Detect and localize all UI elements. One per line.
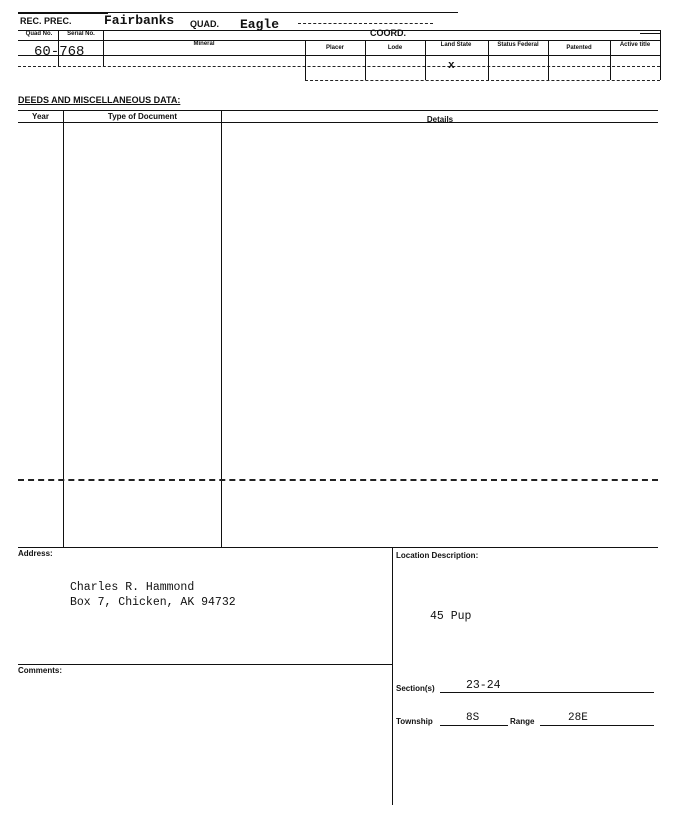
comments-label: Comments: <box>18 666 63 675</box>
lode-label: Lode <box>387 45 403 51</box>
serial-no-label: Serial No. <box>67 31 95 37</box>
quad-no-value: 60-768 <box>34 44 85 60</box>
patented-label: Patented <box>566 45 592 51</box>
address-label: Address: <box>18 549 53 558</box>
rec-prec-label: REC. PREC. <box>20 16 72 26</box>
range-label: Range <box>510 717 535 726</box>
section-label: Section(s) <box>396 684 435 693</box>
township-label: Township <box>396 717 433 726</box>
deeds-section-title: DEEDS AND MISCELLANEOUS DATA: <box>18 95 181 105</box>
deeds-dashed-divider <box>18 479 658 481</box>
header-sub-dashed <box>305 80 660 81</box>
col-details-label: Details <box>426 115 454 124</box>
col-type-label: Type of Document <box>107 112 178 121</box>
coord-label: COORD. <box>370 28 406 38</box>
quad-no-label: Quad No. <box>25 31 53 37</box>
header-bottom-dashed <box>18 66 660 67</box>
range-value: 28E <box>568 712 588 724</box>
active-title-label: Active title <box>619 42 651 48</box>
status-federal-label: Status Federal <box>497 42 539 48</box>
col-year-label: Year <box>32 112 49 121</box>
land-state-mark: x <box>448 60 455 72</box>
address-line2: Box 7, Chicken, AK 94732 <box>70 596 236 609</box>
address-line1: Charles R. Hammond <box>70 581 195 594</box>
location-value: 45 Pup <box>430 610 472 623</box>
rec-prec-value: Fairbanks <box>104 13 175 28</box>
land-state-label: Land State <box>440 42 472 48</box>
quad-label: QUAD. <box>190 19 219 29</box>
quad-value: Eagle <box>240 17 280 32</box>
placer-label: Placer <box>325 45 344 51</box>
mineral-label: Mineral <box>193 41 215 47</box>
section-value: 23-24 <box>466 679 501 692</box>
township-value: 8S <box>466 712 480 724</box>
location-label: Location Description: <box>396 551 479 560</box>
coord-dashed-line <box>298 23 433 24</box>
